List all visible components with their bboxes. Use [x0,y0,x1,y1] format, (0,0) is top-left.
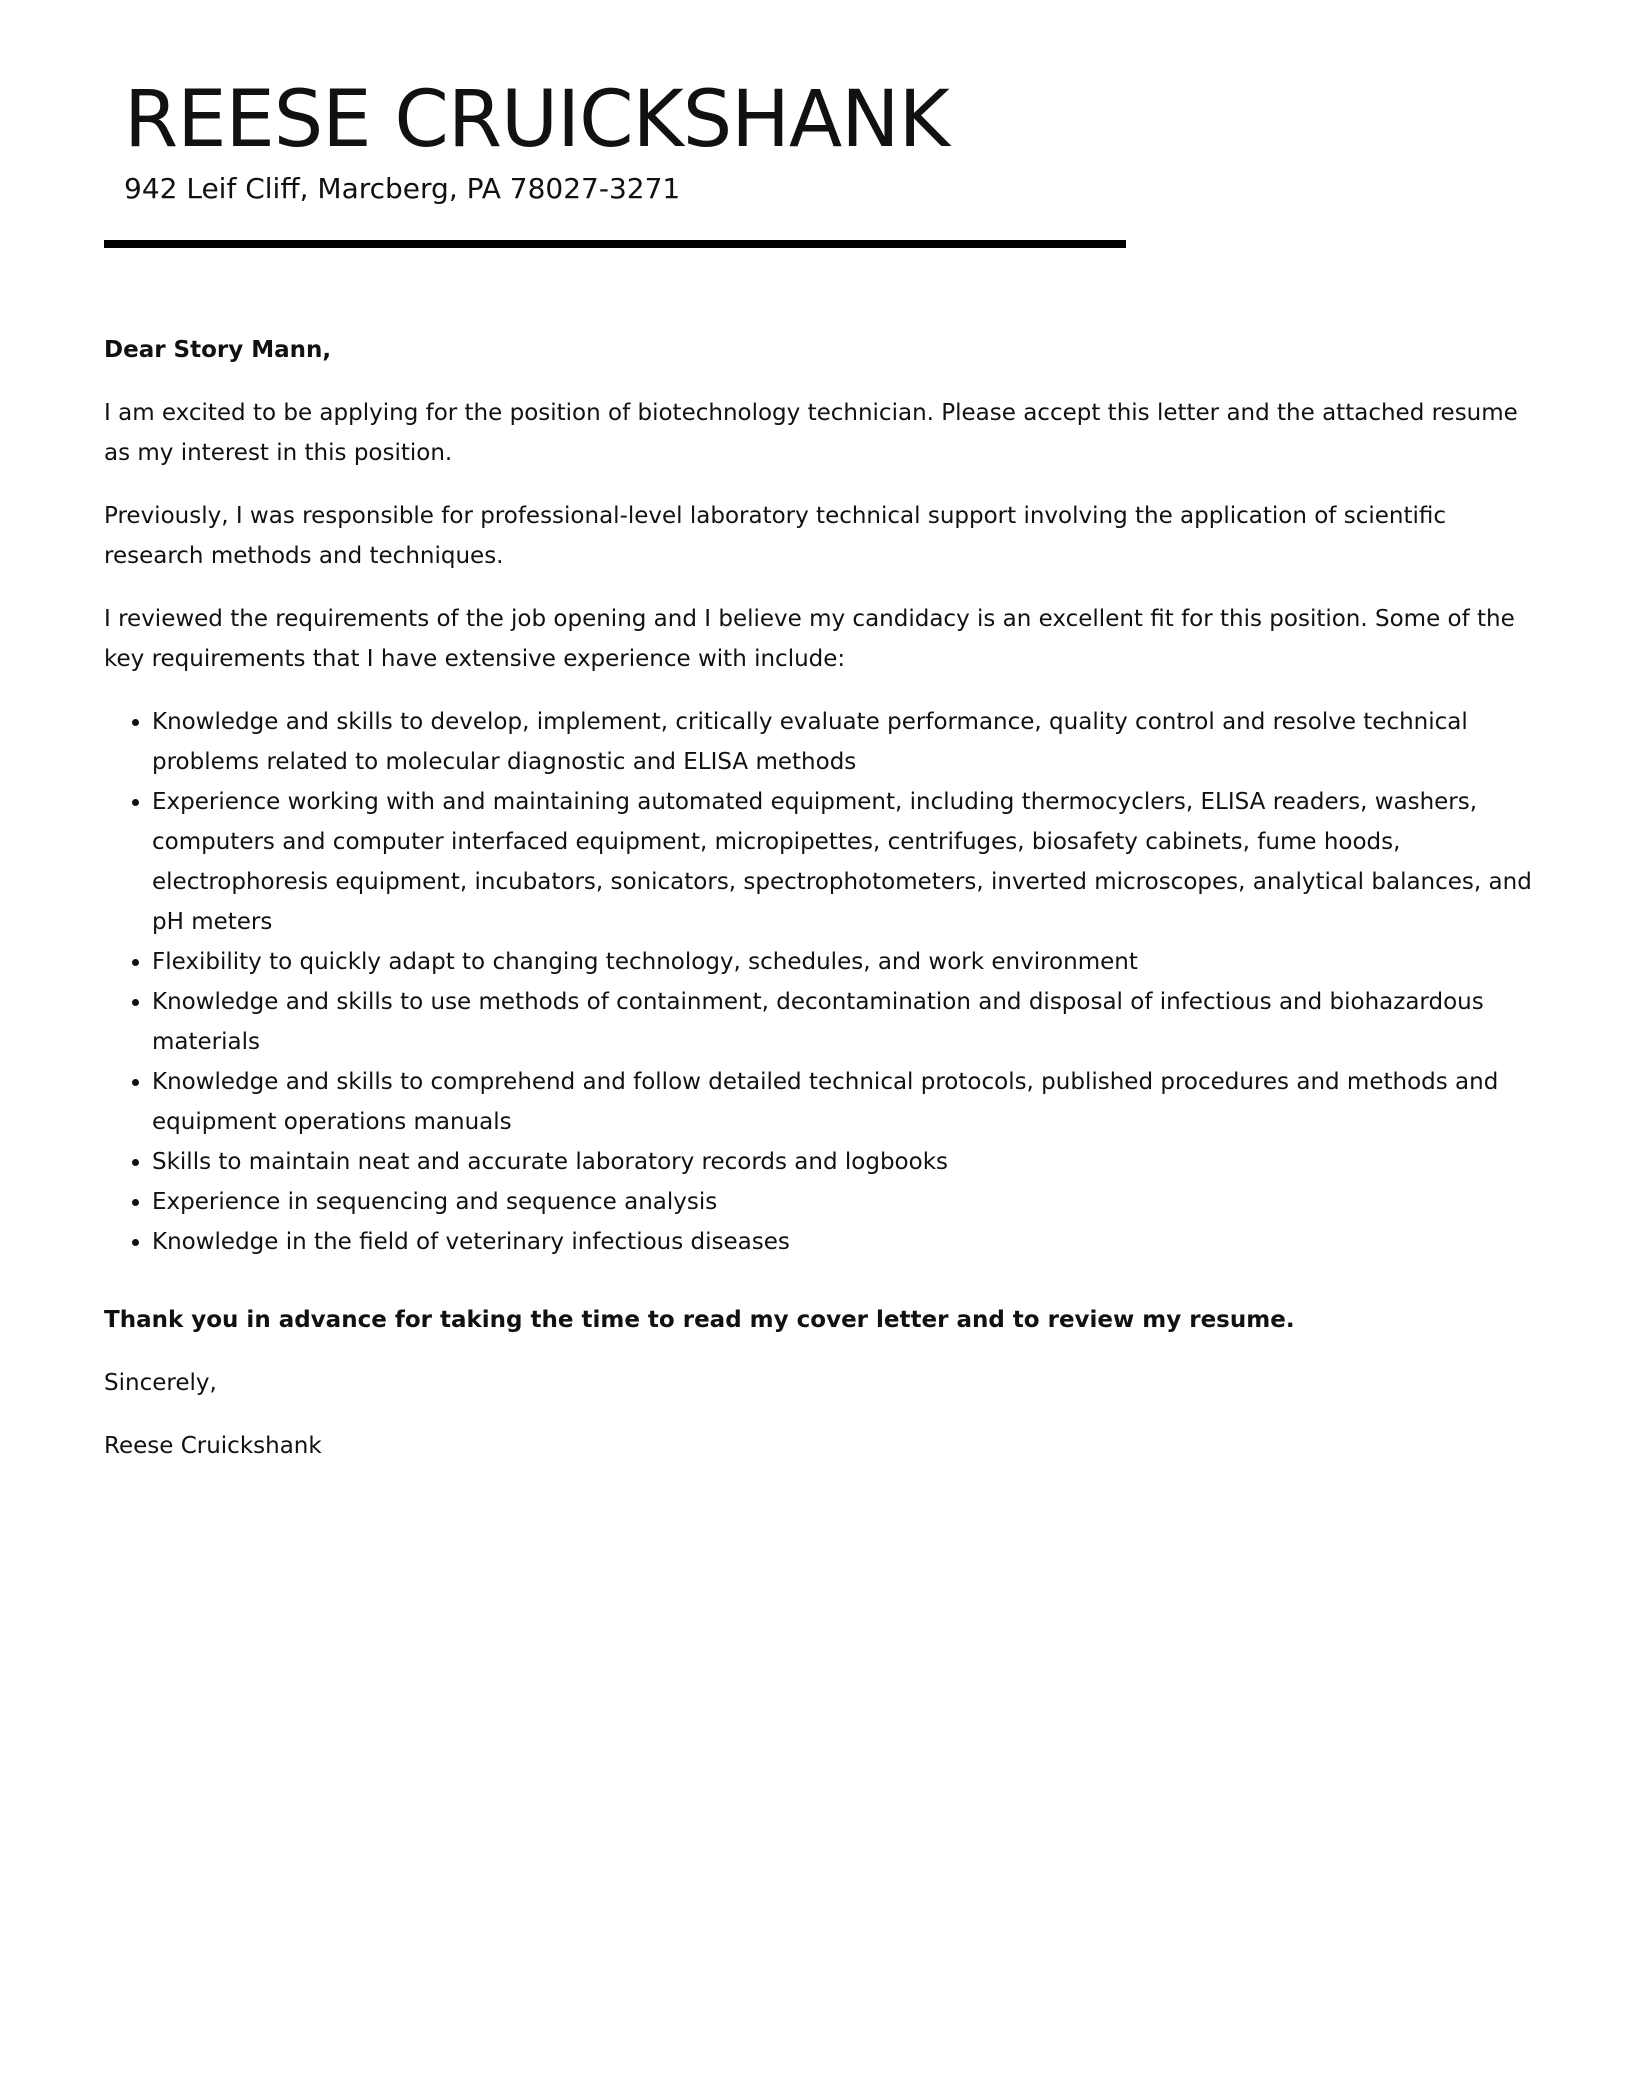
header-divider [104,240,1126,248]
list-item: • Knowledge and skills to comprehend and follow detailed technical protocols, published procedures and methods and equipment operations manuals [152,1062,1534,1142]
closing-paragraph: Thank you in advance for taking the time to read my cover letter and to review my resume. [104,1307,1295,1333]
list-item: • Skills to maintain neat and accurate laboratory records and logbooks [152,1142,1534,1182]
paragraph-intro: I am excited to be applying for the position of biotechnology technician. Please accept this letter and the attached resume as my interest in this position. [104,400,1518,466]
list-item: • Knowledge in the field of veterinary infectious diseases [152,1222,1534,1262]
sign-off: Sincerely, [104,1370,217,1396]
signature-name: Reese Cruickshank [104,1433,322,1459]
list-item: • Flexibility to quickly adapt to changing technology, schedules, and work environment [152,942,1534,982]
list-item: • Experience in sequencing and sequence analysis [152,1182,1534,1222]
applicant-address: 942 Leif Cliff, Marcberg, PA 78027-3271 [124,172,681,205]
letter-body [104,330,1534,1489]
list-item: • Experience working with and maintaining automated equipment, including thermocyclers, ELISA readers, washers, computers and computer interfaced equipment, micropipettes, centrifuges, biosafety cabinets, fume hoods, electrophoresis equipment, incubators, sonicators, spectrophotometers, inverted microscopes, analytical balances, and pH meters [152,782,1534,942]
paragraph-requirements: I reviewed the requirements of the job opening and I believe my candidacy is an excellent fit for this position. Some of the key requirements that I have extensive experience with include: [104,606,1515,672]
requirements-list [104,702,1534,1262]
paragraph-experience: Previously, I was responsible for professional-level laboratory technical support involving the application of scientific research methods and techniques. [104,503,1446,569]
list-item: • Knowledge and skills to develop, implement, critically evaluate performance, quality control and resolve technical problems related to molecular diagnostic and ELISA methods [152,702,1534,782]
letter-header [124,72,1124,210]
applicant-name: REESE CRUICKSHANK [124,75,949,165]
list-item: • Knowledge and skills to use methods of containment, decontamination and disposal of infectious and biohazardous materials [152,982,1534,1062]
salutation: Dear Story Mann, [104,337,332,363]
